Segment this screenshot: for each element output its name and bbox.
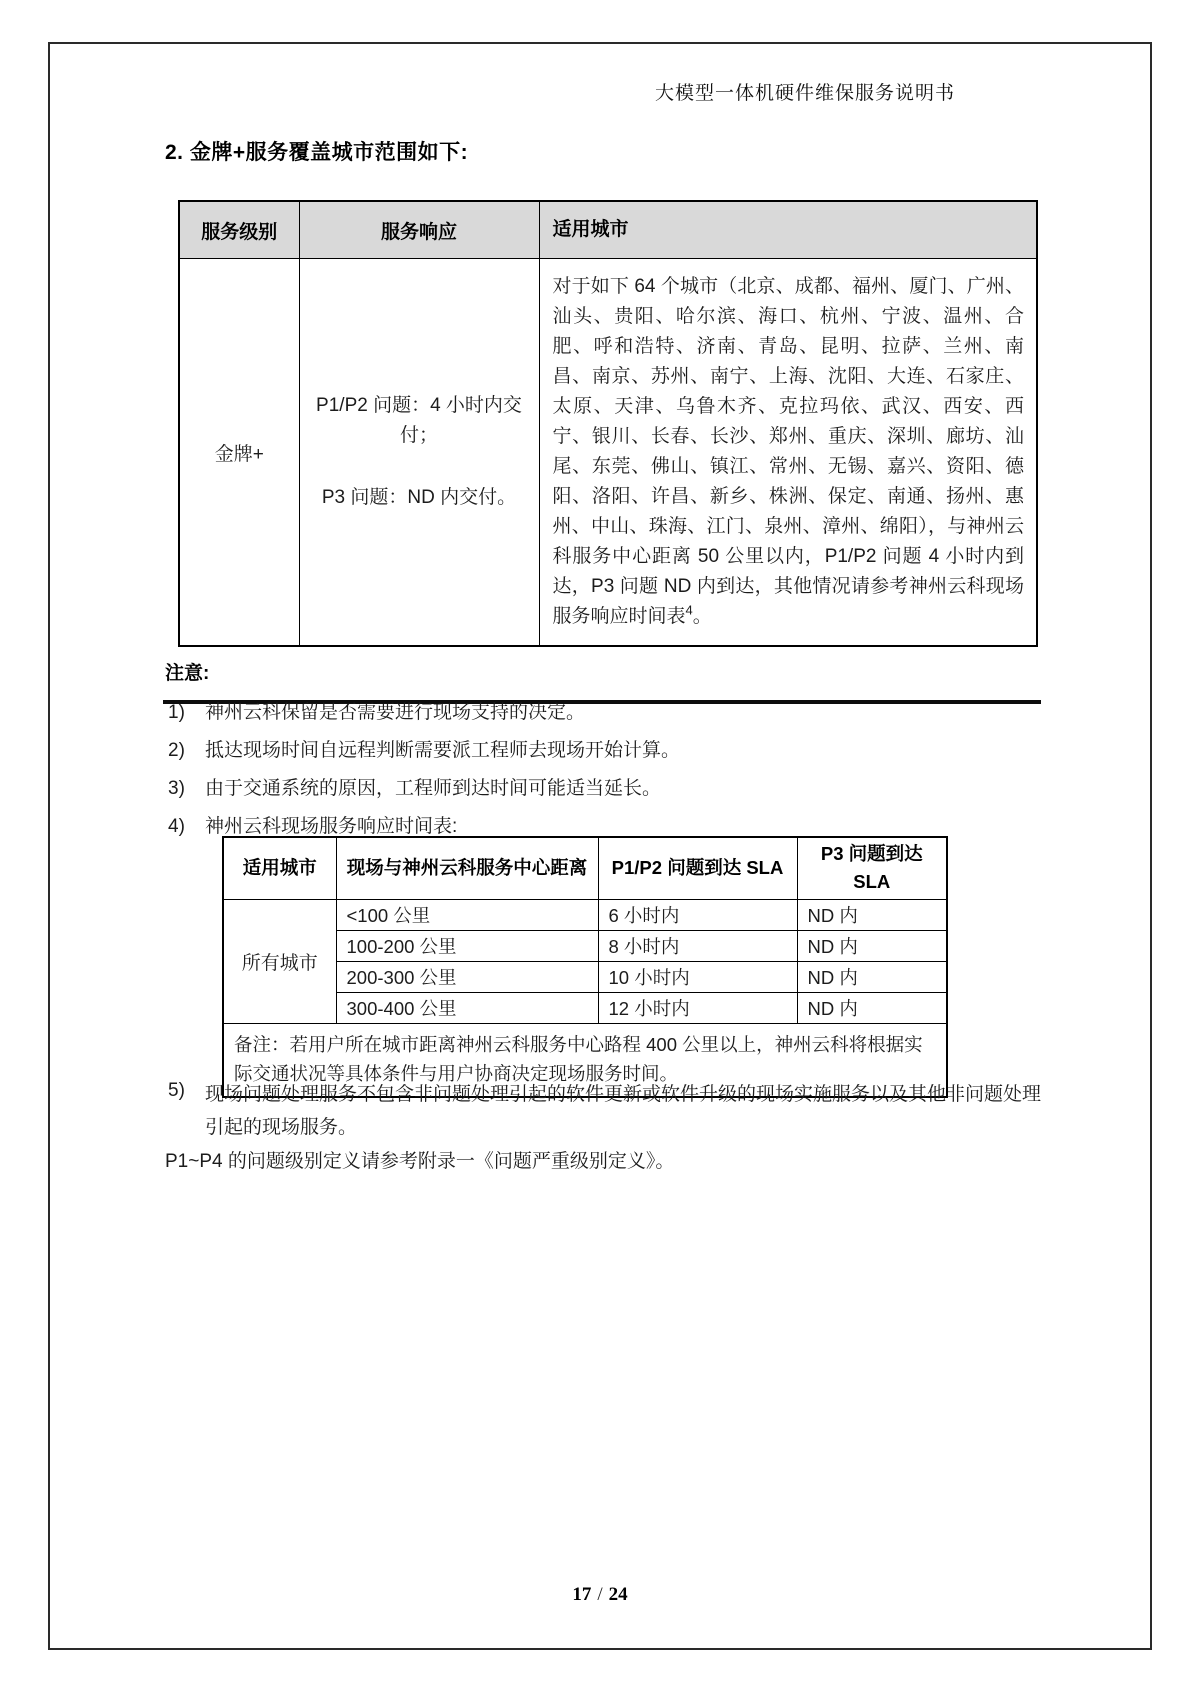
coverage-header-row bbox=[179, 201, 1037, 259]
p1p2-sla-cell: 12 小时内 bbox=[598, 992, 797, 1023]
p1p2-sla-cell: 8 小时内 bbox=[598, 930, 797, 961]
page-number bbox=[0, 1584, 1200, 1606]
note-item-3 bbox=[168, 776, 661, 802]
service-level-cell: 金牌+ bbox=[179, 259, 299, 647]
note-text: 神州云科现场服务响应时间表: bbox=[205, 816, 458, 837]
header-service-response: 服务响应 bbox=[299, 201, 539, 259]
note-number: 5) bbox=[168, 1080, 185, 1101]
note-text: 神州云科保留是否需要进行现场支持的决定。 bbox=[205, 702, 586, 723]
p3-sla-cell: ND 内 bbox=[797, 899, 947, 930]
note-item-2 bbox=[168, 738, 680, 764]
header-applicable-cities: 适用城市 bbox=[539, 201, 1037, 259]
header-p3-sla: P3 问题到达 SLA bbox=[797, 837, 947, 899]
note-text: 现场问题处理服务不包含非问题处理引起的软件更新或软件升级的现场实施服务以及其他非问题处理引起的现场服务。 bbox=[205, 1084, 1042, 1138]
coverage-table-body bbox=[179, 259, 1037, 647]
coverage-data-row bbox=[179, 259, 1037, 647]
note-text: 由于交通系统的原因，工程师到达时间可能适当延长。 bbox=[205, 778, 662, 799]
response-line-p3: P3 问题：ND 内交付。 bbox=[321, 487, 517, 508]
notes-label: 注意: bbox=[165, 663, 210, 684]
page-total: 24 bbox=[608, 1584, 628, 1605]
distance-cell: 100-200 公里 bbox=[336, 930, 598, 961]
note-item-1 bbox=[168, 700, 585, 726]
header-applicable-city: 适用城市 bbox=[223, 837, 336, 899]
onsite-response-time-table bbox=[222, 836, 948, 1098]
header-service-level: 服务级别 bbox=[179, 201, 299, 259]
footnote-marker: 4 bbox=[685, 602, 693, 618]
p1p2-sla-cell: 6 小时内 bbox=[598, 899, 797, 930]
p1p2-sla-cell: 10 小时内 bbox=[598, 961, 797, 992]
page-separator: / bbox=[597, 1584, 603, 1605]
city-scope-cell: 所有城市 bbox=[223, 899, 336, 1023]
response-table-header bbox=[223, 837, 947, 899]
header-p1p2-sla: P1/P2 问题到达 SLA bbox=[598, 837, 797, 899]
note-text: 抵达现场时间自远程判断需要派工程师去现场开始计算。 bbox=[205, 740, 681, 761]
distance-cell: 300-400 公里 bbox=[336, 992, 598, 1023]
response-table-body bbox=[223, 899, 947, 1097]
note-number: 3) bbox=[168, 778, 185, 799]
response-line-p1p2: P1/P2 问题：4 小时内交付； bbox=[316, 395, 522, 446]
cities-text: 对于如下 64 个城市（北京、成都、福州、厦门、广州、汕头、贵阳、哈尔滨、海口、杭州、宁波、温州、合肥、呼和浩特、济南、青岛、昆明、拉萨、兰州、南昌、南京、苏州、南宁、上海、沈阳、大连、石家庄、太原、天津、乌鲁木齐、克拉玛依、武汉、西安、西宁、银川、长春、长沙、郑州、重庆、深圳、廊坊、汕尾、东莞、佛山、镇江、常州、无锡、嘉兴、资阳、德阳、洛阳、许昌、新乡、株洲、保定、南通、扬州、惠州、中山、珠海、江门、泉州、漳州、绵阳），与神州云科服务中心距离 50 公里以内，P1/P2 问题 4 小时内到达，P3 问题 ND 内到达，其他情况请参考神州云科现场服务响应时间表 bbox=[552, 276, 1024, 627]
cities-text-end: 。 bbox=[692, 606, 712, 627]
response-header-row bbox=[223, 837, 947, 899]
p3-sla-cell: ND 内 bbox=[797, 930, 947, 961]
p3-sla-cell: ND 内 bbox=[797, 961, 947, 992]
coverage-table-header bbox=[179, 201, 1037, 259]
severity-reference-line: P1~P4 的问题级别定义请参考附录一《问题严重级别定义》。 bbox=[165, 1151, 675, 1172]
running-header-title: 大模型一体机硬件维保服务说明书 bbox=[654, 83, 955, 104]
note-number: 4) bbox=[168, 816, 185, 837]
section-heading: 2. 金牌+服务覆盖城市范围如下: bbox=[165, 141, 469, 164]
distance-cell: 200-300 公里 bbox=[336, 961, 598, 992]
header-distance: 现场与神州云科服务中心距离 bbox=[336, 837, 598, 899]
gold-plus-coverage-table bbox=[178, 200, 1038, 647]
service-response-cell bbox=[299, 259, 539, 647]
applicable-cities-cell bbox=[539, 259, 1037, 647]
distance-cell: <100 公里 bbox=[336, 899, 598, 930]
table-row bbox=[223, 899, 947, 930]
p3-sla-cell: ND 内 bbox=[797, 992, 947, 1023]
note-number: 1) bbox=[168, 702, 185, 723]
remark-cell: 备注：若用户所在城市距离神州云科服务中心路程 400 公里以上，神州云科将根据实际交通状况等具体条件与用户协商决定现场服务时间。 bbox=[223, 1023, 947, 1097]
note-item-5 bbox=[168, 1078, 1057, 1144]
note-number: 2) bbox=[168, 740, 185, 761]
page-current: 17 bbox=[572, 1584, 592, 1605]
